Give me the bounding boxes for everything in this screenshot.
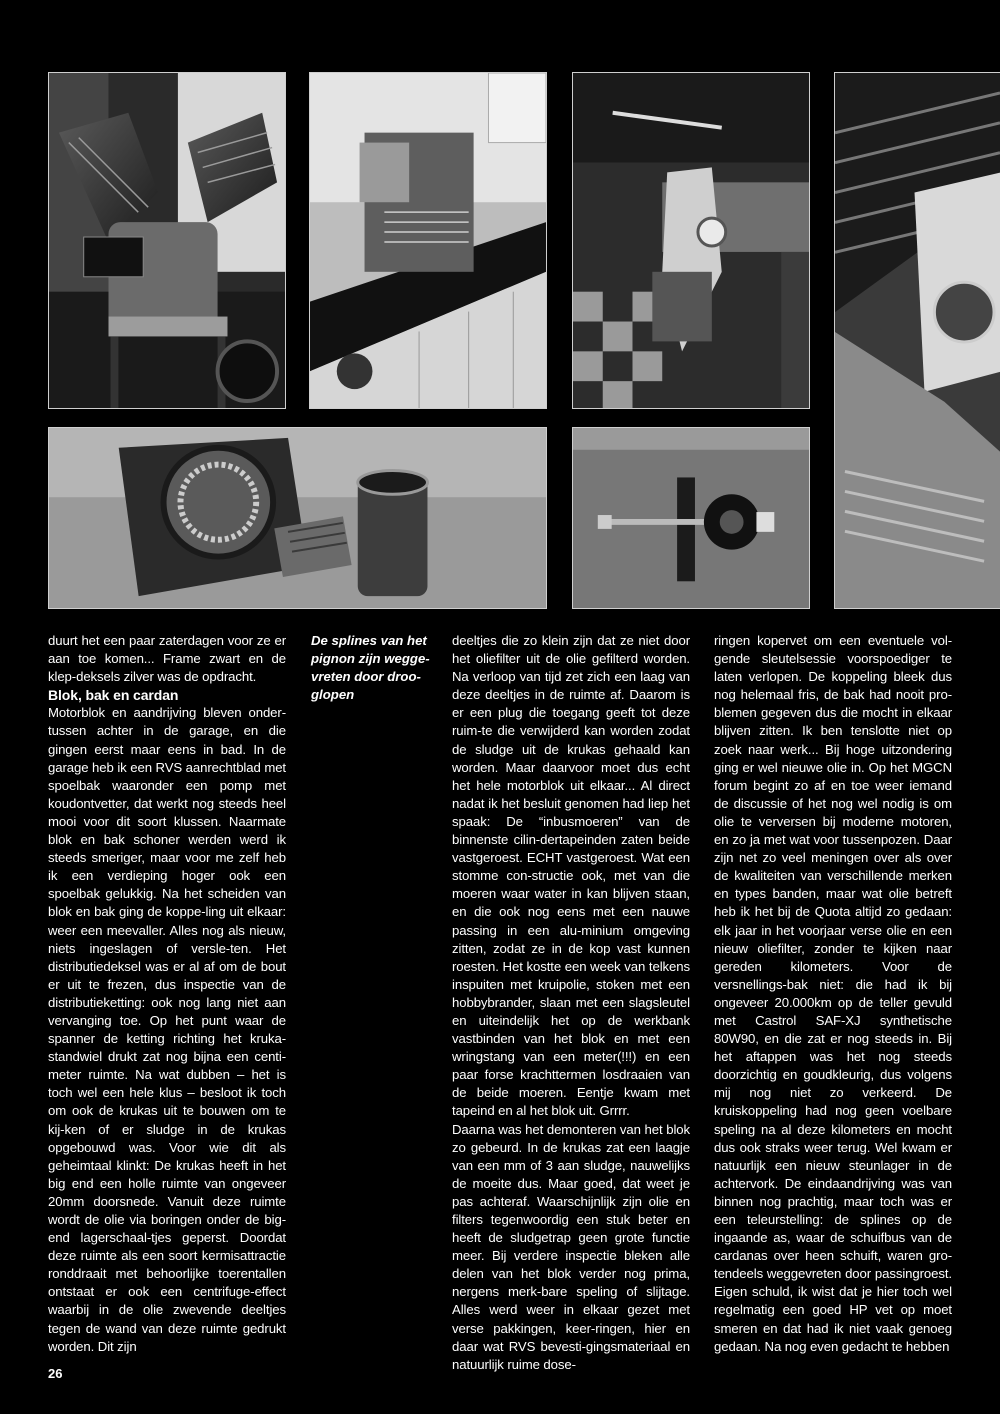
column-3-body: ringen kopervet om een eventuele vol-gende sleutelsessie voorspoediger te laten verlopen. De koppeling bleek dus nog helemaal fris, de bak had nooit pro-blemen gegeven dus die mocht in elkaar blijven zitten. Ik ben tenslotte niet op zoek naar werk... Bij hoge uitzondering ging er wel nieuwe olie in. Op het MGCN forum begint zo af en toe weer iemand de discussie of het nog wel nodig is om olie te verversen bij moderne motoren, en zo ja met wat voor tussenpozen. Daar zijn net zo veel meningen over als over de kwaliteiten van verschillende merken en types banden, maar wat olie betreft heb ik het bij de Quota altijd zo gedaan: elk jaar in het voorjaar verse olie en een nieuw oliefilter, zonder te kijken naar gereden kilometers. Voor de versnellings-bak niet: die had ik bij ongeveer 20.000km op de teller gevuld met Castrol SAF-XJ synthetische 80W90, en die zat er nog steeds in. Bij het aftappen was het nog steeds doorzichtig en goudkleurig, dus volgens mij nog niet zo verkeerd. De kruiskoppeling had nog geen voelbare speling na al deze kilometers en mocht dus ook straks weer terug. Wel kwam er natuurlijk een nieuw steunlager in de achtervork. De eindaandrijving was van binnen nog prachtig, maar toch was er een teleurstelling: de splines op de ingaande as, waar de schuifbus van de cardanas over heen schuift, waren gro-tendeels weggevreten door passingroest. Eigen schuld, ik wist dat je hier toch wel regelmatig een goed HP vet op moet smeren en dat had ik niet vaak genoeg gedaan. Na nog even gedacht te hebben xyxy=(714,633,952,1354)
page-number: 26 xyxy=(48,1366,63,1381)
cardan-housing-in-vice-photo xyxy=(572,72,810,409)
section-heading: Blok, bak en cardan xyxy=(48,687,179,704)
text-column-3 xyxy=(714,632,952,1356)
column-2-body-continued: Daarna was het demonteren van het blok zo gebeurd. In de krukas zat een laagje van een mm of 3 aan sludge, nauwelijks de moeite dus. Maar goed, dat weet je pas achteraf. Waarschijnlijk zijn olie en filters tegenwoordig een stuk beter en heeft de sludgetrap geen grote functie meer. Bij verdere inspectie bleken alle delen van het blok verder nog prima, nergens merk-bare speling of slijtage. Alles werd weer in elkaar gezet met verse pakkingen, keer-ringen, hier en daar wat RVS bevesti-gingsmateriaal en natuurlijk ruime dose- xyxy=(452,1121,690,1372)
column-2-body: deeltjes die zo klein zijn dat ze niet door het oliefilter uit de olie gefilterd worden. Na verloop van tijd zet zich een laag van deze deeltjes in de ruimte af. Daarom is er een plug die toegang geeft tot deze ruim-te die verwijderd kan worden zodat de sludge uit de krukas gehaald kan worden. Maar daarvoor moet dus echt het hele motorblok uit elkaar... Al direct nadat ik het besluit genomen had liep het spaak: De “inbusmoeren” van de binnenste cilin-dertapeinden zaten beide vastgeroest. ECHT vastgeroest. Wat een stomme con-structie ook, met van die moeren waar water in kan blijven staan, en die ook nog eens met een nauwe passing in een alu-minium omgeving zitten, zodat ze in de kop vast kunnen roesten. Het kostte een week van telkens inspuiten met kruipolie, stoken met een hobbybrander, slaan met een slagsleutel en uiteindelijk het op de werkbank vastbinden van het blok en met een wringstang van een meter(!!!) en een paar forse krachttermen losdraaien van de beide moeren. Eentje kwam met tapeind en al het blok uit. Grrrr. xyxy=(452,633,690,1119)
text-column-1 xyxy=(48,632,286,1356)
worn-splines-shaft-photo xyxy=(48,427,547,609)
engine-crankcase-closeup-photo xyxy=(834,72,1000,609)
column-1-intro: duurt het een paar zaterdagen voor ze er aan toe komen... Frame zwart en de klep-deksels zilver was de opdracht. xyxy=(48,633,286,685)
engine-on-workbench-photo xyxy=(309,72,547,409)
engine-on-stand-photo xyxy=(48,72,286,409)
photo-caption: De splines van het pignon zijn wegge-vreten door droo-glopen xyxy=(311,633,430,703)
text-column-2 xyxy=(452,632,690,1374)
column-1-body: Motorblok en aandrijving bleven onder-tussen achter in de garage, en die gingen eerst maar eens in bad. In de garage heb ik een RVS aanrechtblad met spoelbak waaronder een pomp met koudontvetter, dat werkt nog steeds heel mooi voor dit soort klussen. Naarmate blok en bak schoner werden werd ik steeds smeriger, maar voor me zelf heb ik een verdieping hoger ook een spoelbak gelukkig. Na het scheiden van blok en bak ging de koppe-ling uit elkaar: weer een meevaller. Alles nog als nieuw, niets ingeslagen of versle-ten. Het distributiedeksel was er al af om de bout er uit te frezen, dus inspectie van de distributieketting: ook nog lang niet aan vervanging toe. Op het punt waar de spanner de ketting richting het kruka-standwiel drukt zat nog bijna een centi-meter ruimte. Na wat dubben – het is toch wel een hele klus – besloot ik toch om ook de krukas uit te bouwen om te kij-ken of er sludge in de krukas opgebouwd was. Voor wie dit als geheimtaal klinkt: De krukas heeft in het big end een holle ruimte van ongeveer 20mm doorsnede. Vanuit deze ruimte wordt de olie via boringen onder de big-end lagerschaal-tjes geperst. Doordat deze ruimte als een soort kermisattractie ronddraait met behoorlijke toerentallen ontstaat er ook een centrifuge-effect waarbij in de olie zwevende deeltjes tegen de wand van deze ruimte gedrukt worden. Dit zijn xyxy=(48,705,286,1354)
puller-tool-photo xyxy=(572,427,810,609)
